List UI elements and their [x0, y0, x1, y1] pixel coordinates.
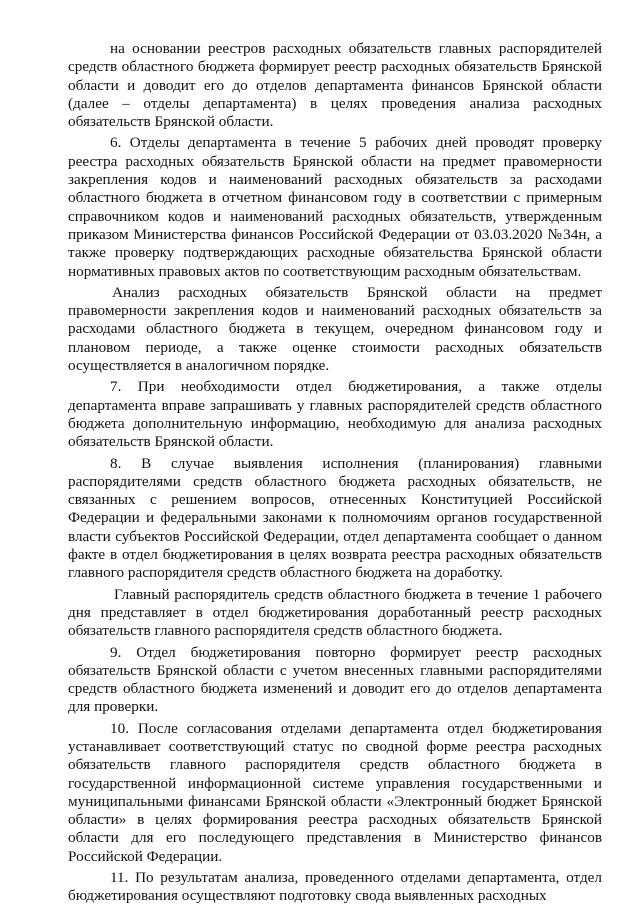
- paragraph-analysis: Анализ расходных обязательств Брянской области на предмет правомерности закрепления кодов и наименований расходных обязательств за расходами областного бюджета в текущем, очередном финансовом году и плановом периоде, а также оценке стоимости расходных обязательств осуществляется в аналогичном порядке.: [68, 283, 602, 375]
- paragraph-continuation: на основании реестров расходных обязательств главных распорядителей средств областного бюджета формирует реестр расходных обязательств Брянской области и доводит его до отделов департамента финансов Брянской области (далее – отделы департамента) в целях проведения анализа расходных обязательств Брянской области.: [68, 40, 602, 131]
- paragraph-item-9: 9. Отдел бюджетирования повторно формирует реестр расходных обязательств Брянской области с учетом внесенных главными распорядителями средств областного бюджета изменений и доводит его до отделов департамента для проверки.: [68, 643, 602, 716]
- document-page: [68, 40, 602, 909]
- paragraph-item-6: 6. Отделы департамента в течение 5 рабочих дней проводят проверку реестра расходных обязательств Брянской области на предмет правомерности закрепления кодов и наименований расходных обязательств за расходами областного бюджета в отчетном финансовом году в соответствии с примерным справочником кодов и наименований расходных обязательств, утвержденным приказом Министерства финансов Российской Федерации от 03.03.2020 №34н, а также проверку подтверждающих расходные обязательства Брянской области нормативных правовых актов по соответствующим расходным обязательствам.: [68, 134, 602, 280]
- paragraph-item-10: 10. После согласования отделами департамента отдел бюджетирования устанавливает соответствующий статус по сводной форме реестра расходных обязательств главного распорядителя средств областного бюджета в государственной информационной системе управления государственными и муниципальными финансами Брянской области «Электронный бюджет Брянской области» в целях формирования реестра расходных обязательств Брянской области для его последующего представления в Министерство финансов Российской Федерации.: [68, 719, 602, 865]
- paragraph-item-11: 11. По результатам анализа, проведенного отделами департамента, отдел бюджетирования осуществляют подготовку свода выявленных расходных: [68, 869, 602, 905]
- paragraph-item-8: 8. В случае выявления исполнения (планирования) главными распорядителями средств областного бюджета расходных обязательств, не связанных с решением вопросов, отнесенных Конституцией Российской Федерации и федеральными законами к полномочиям органов государственной власти субъектов Российской Федерации, отдел департамента сообщает о данном факте в отдел бюджетирования в целях возврата реестра расходных обязательств главного распорядителя средств областного бюджета на доработку.: [68, 454, 602, 582]
- paragraph-chief-manager: Главный распорядитель средств областного бюджета в течение 1 рабочего дня представляет в отдел бюджетирования доработанный реестр расходных обязательств главного распорядителя средств областного бюджета.: [68, 585, 602, 640]
- paragraph-item-7: 7. При необходимости отдел бюджетирования, а также отделы департамента вправе запрашивать у главных распорядителей средств областного бюджета дополнительную информацию, необходимую для анализа расходных обязательств Брянской области.: [68, 378, 602, 451]
